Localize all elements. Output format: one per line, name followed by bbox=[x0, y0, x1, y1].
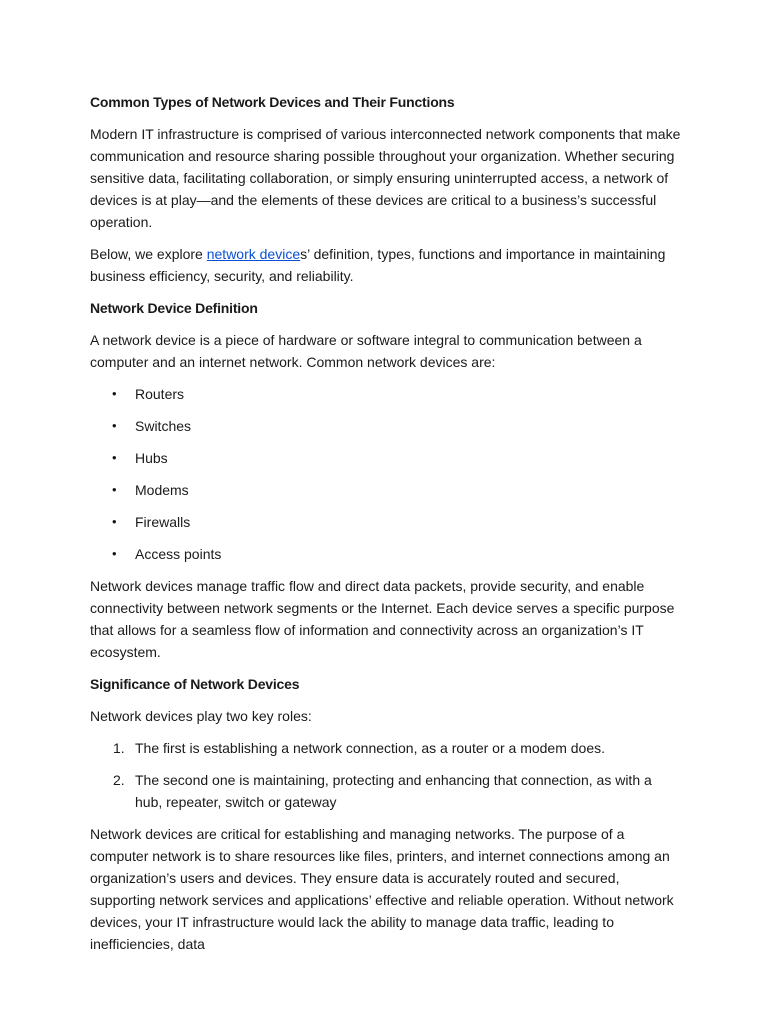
definition-paragraph: A network device is a piece of hardware or software integral to communication between a computer and an internet network. Common network devices are: bbox=[90, 332, 642, 370]
intro-paragraph: Modern IT infrastructure is comprised of various interconnected network components that make communication and resource sharing possible throughout your organization. Whether securing sensitive data, facilitating collaboration, or simply ensuring uninterrupted access, a network of devices is at play—and the elements of these devices are critical to a business’s successful operation. bbox=[90, 126, 681, 230]
explore-text-after: s’ definition, types, functions and importance in maintaining business efficiency, security, and reliability. bbox=[90, 246, 666, 284]
list-item-text: Switches bbox=[135, 418, 192, 434]
list-item-text: The second one is maintaining, protecting and enhancing that connection, as with a hub, repeater, switch or gateway bbox=[135, 772, 652, 810]
significance-intro: Network devices play two key roles: bbox=[90, 708, 312, 724]
bullet-icon: • bbox=[112, 482, 117, 497]
definition-heading: Network Device Definition bbox=[90, 300, 258, 316]
device-list bbox=[90, 383, 682, 565]
network-device-link[interactable]: network device bbox=[206, 246, 301, 262]
list-number: 1. bbox=[113, 740, 125, 756]
list-item-text: Firewalls bbox=[135, 514, 191, 530]
significance-heading: Significance of Network Devices bbox=[90, 676, 300, 692]
list-item-text: The first is establishing a network connection, as a router or a modem does. bbox=[135, 740, 606, 756]
list-item bbox=[90, 383, 682, 405]
explore-text-before: Below, we explore bbox=[90, 246, 207, 262]
list-item bbox=[90, 479, 682, 501]
explore-paragraph bbox=[90, 243, 682, 287]
bullet-icon: • bbox=[112, 418, 117, 433]
device-function-paragraph: Network devices manage traffic flow and direct data packets, provide security, and enable connectivity between network segments or the Internet. Each device serves a specific purpose that allows for a seamless flow of information and connectivity across an organization’s IT ecosystem. bbox=[90, 578, 675, 660]
list-item-text: Access points bbox=[135, 546, 222, 562]
document-page bbox=[90, 91, 682, 965]
roles-list bbox=[90, 737, 682, 813]
list-item bbox=[90, 769, 682, 813]
list-item bbox=[90, 511, 682, 533]
list-item-text: Routers bbox=[135, 386, 185, 402]
closing-paragraph: Network devices are critical for establishing and managing networks. The purpose of a computer network is to share resources like files, printers, and internet connections among an organization’s users and devices. They ensure data is accurately routed and secured, supporting network services and applications’ effective and reliable operation. Without network devices, your IT infrastructure would lack the ability to manage data traffic, leading to inefficiencies, data bbox=[90, 826, 674, 952]
list-number: 2. bbox=[113, 772, 125, 788]
list-item-text: Modems bbox=[135, 482, 189, 498]
list-item bbox=[90, 737, 682, 759]
list-item bbox=[90, 543, 682, 565]
list-item bbox=[90, 447, 682, 469]
bullet-icon: • bbox=[112, 386, 117, 401]
bullet-icon: • bbox=[112, 546, 117, 561]
list-item bbox=[90, 415, 682, 437]
bullet-icon: • bbox=[112, 514, 117, 529]
page-title: Common Types of Network Devices and Their Functions bbox=[90, 94, 455, 110]
list-item-text: Hubs bbox=[135, 450, 168, 466]
bullet-icon: • bbox=[112, 450, 117, 465]
